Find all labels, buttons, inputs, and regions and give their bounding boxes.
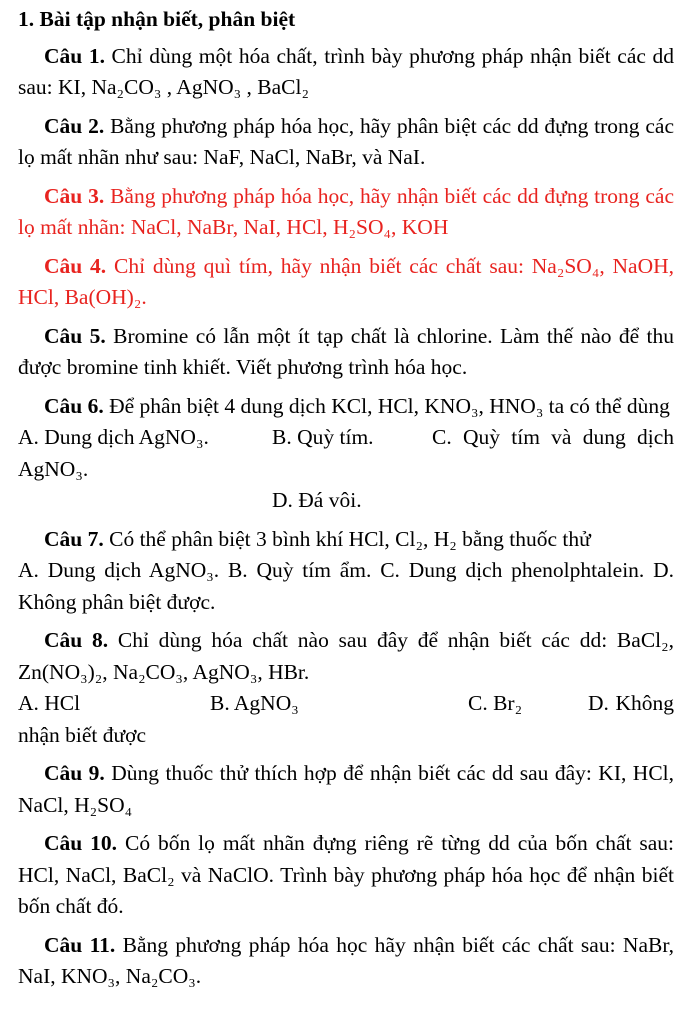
question-text: Bromine có lẫn một ít tạp chất là chlorine. Làm thế nào để thu được bromine tinh khiết. Viết phương trình hóa học.: [18, 323, 675, 379]
option-d: D. Không nhận biết được: [18, 691, 674, 747]
question-number: Câu 11.: [44, 932, 116, 957]
question-4: [18, 251, 674, 314]
section-heading: 1. Bài tập nhận biết, phân biệt: [18, 7, 296, 31]
question-5: [18, 321, 674, 384]
option-b: B. Quỳ tím ẩm.: [227, 558, 372, 582]
question-10: [18, 828, 674, 923]
option-b: B. Quỳ tím.: [272, 425, 374, 449]
options-row: [18, 422, 674, 485]
question-text: Bằng phương pháp hóa học hãy nhận biết các chất sau: NaBr, NaI, KNO₃, Na₂CO₃.: [18, 932, 674, 988]
question-2: [18, 111, 674, 174]
options-row: [18, 688, 674, 751]
question-3: [18, 181, 674, 244]
question-9: [18, 758, 674, 821]
question-text: Có thể phân biệt 3 bình khí HCl, Cl₂, H₂ bằng thuốc thử: [109, 526, 591, 551]
option-a: A. Dung dịch AgNO₃.: [18, 558, 220, 582]
option-b: B. AgNO₃: [210, 691, 299, 715]
question-number: Câu 2.: [44, 113, 105, 138]
question-6: [18, 391, 674, 517]
options-row: [18, 555, 674, 618]
question-text: Chỉ dùng hóa chất nào sau đây để nhận biết các dd: BaCl₂, Zn(NO₃)₂, Na₂CO₃, AgNO₃, HBr.: [18, 628, 675, 684]
question-text: Để phân biệt 4 dung dịch KCl, HCl, KNO₃, HNO₃ ta có thể dùng: [109, 393, 670, 418]
question-number: Câu 7.: [44, 526, 104, 551]
question-8: [18, 625, 674, 751]
option-c: C. Quỳ tím và dung dịch AgNO₃.: [18, 425, 674, 481]
question-1: [18, 41, 674, 104]
question-number: Câu 9.: [44, 761, 105, 785]
question-number: Câu 5.: [44, 323, 106, 348]
option-c: C. Dung dịch phenolphtalein.: [380, 558, 645, 582]
question-text: Có bốn lọ mất nhãn đựng riêng rẽ từng dd của bốn chất sau: HCl, NaCl, BaCl₂ và NaClO. Trình bày phương pháp hóa học để nhận biết bốn chất đó.: [18, 831, 675, 918]
question-number: Câu 3.: [44, 183, 105, 208]
question-number: Câu 6.: [44, 393, 104, 418]
question-number: Câu 10.: [44, 831, 118, 855]
question-7: [18, 524, 674, 619]
question-number: Câu 1.: [44, 43, 105, 68]
question-text: Bằng phương pháp hóa học, hãy nhận biết các dd đựng trong các lọ mất nhãn: NaCl, NaBr, NaI, HCl, H₂SO₄, KOH: [18, 183, 675, 239]
question-number: Câu 8.: [44, 628, 109, 652]
option-d: D. Không phân biệt được.: [18, 558, 675, 614]
option-d: D. Đá vôi.: [272, 488, 362, 512]
question-11: [18, 930, 674, 993]
option-a: A. HCl: [18, 691, 81, 715]
question-text: Dùng thuốc thử thích hợp để nhận biết các dd sau đây: KI, HCl, NaCl, H₂SO₄: [18, 761, 675, 817]
question-text: Bằng phương pháp hóa học, hãy phân biệt các dd đựng trong các lọ mất nhãn như sau: NaF, NaCl, NaBr, và NaI.: [18, 113, 675, 169]
option-a: A. Dung dịch AgNO₃.: [18, 425, 209, 449]
question-text: Chỉ dùng một hóa chất, trình bày phương pháp nhận biết các dd sau: KI, Na₂CO₃ , AgNO₃ , BaCl₂: [18, 43, 674, 99]
question-text: Chỉ dùng quì tím, hãy nhận biết các chất sau: Na₂SO₄, NaOH, HCl, Ba(OH)₂.: [18, 253, 675, 309]
option-c: C. Br₂: [468, 691, 523, 715]
options-row: [18, 485, 674, 517]
question-number: Câu 4.: [44, 253, 107, 278]
